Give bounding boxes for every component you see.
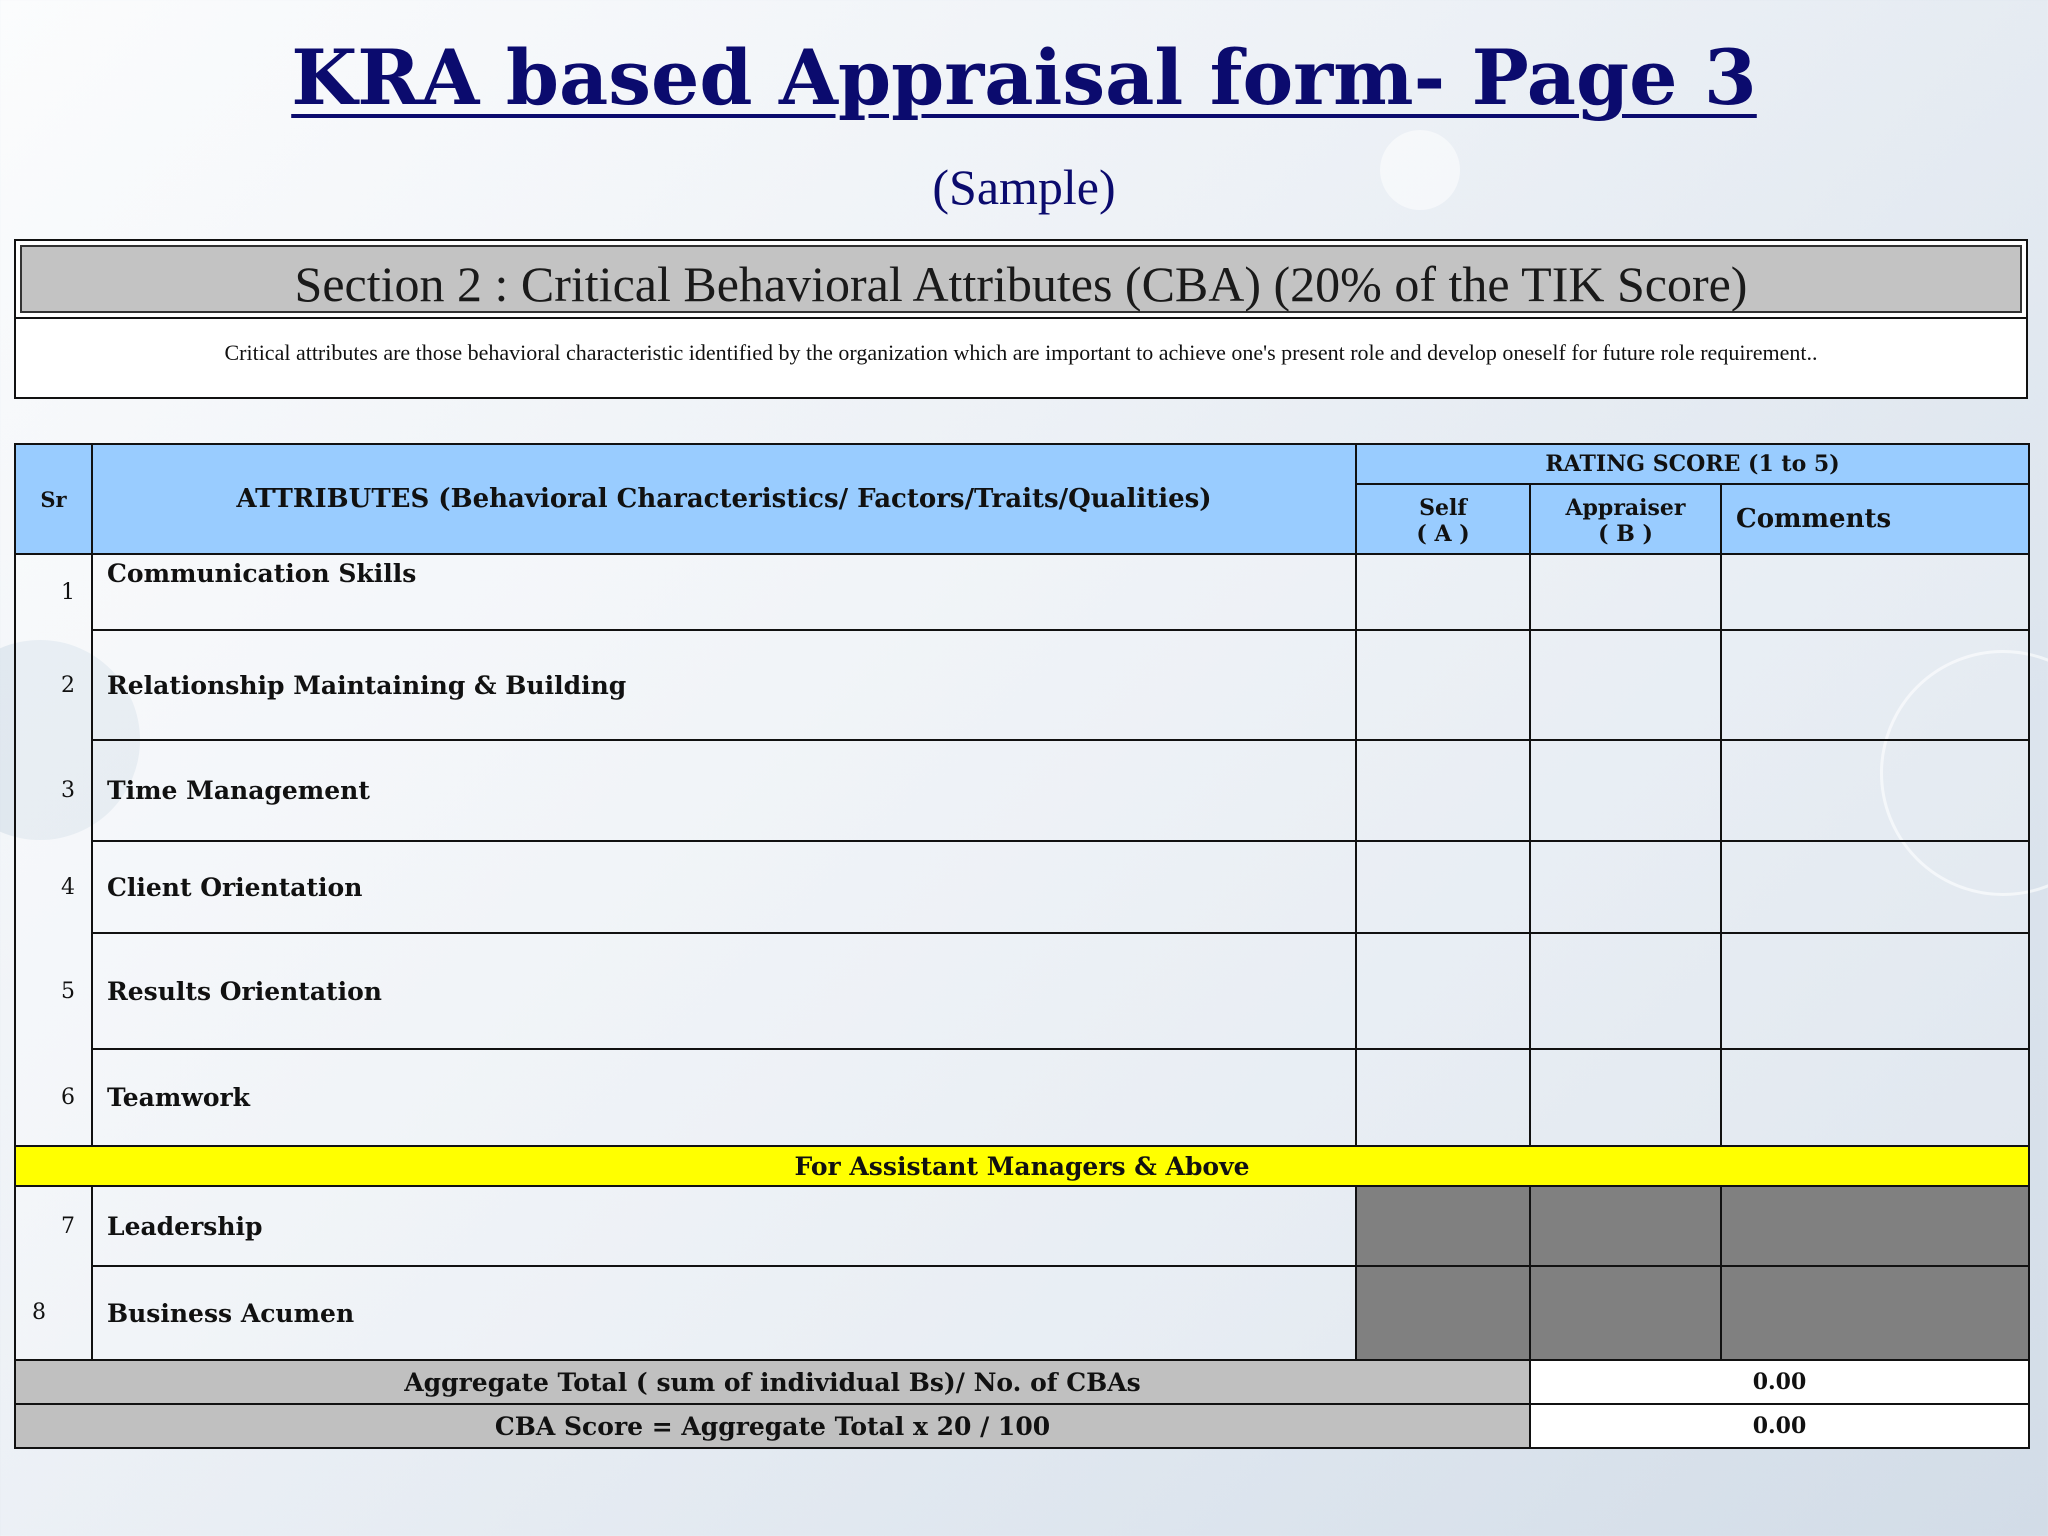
cba-score-value: 0.00 (1530, 1404, 2029, 1448)
row-sr: 6 (15, 1049, 92, 1146)
table-row (15, 933, 2029, 1049)
comments-cell[interactable] (1721, 630, 2029, 740)
appraiser-rating-cell[interactable] (1530, 933, 1721, 1049)
aggregate-total-label: Aggregate Total ( sum of individual Bs)/ No. of CBAs (15, 1360, 1530, 1404)
self-rating-cell[interactable] (1356, 933, 1530, 1049)
appraiser-rating-cell[interactable] (1530, 740, 1721, 841)
self-rating-cell[interactable] (1356, 554, 1530, 630)
row-sr: 7 (15, 1186, 92, 1266)
appraiser-rating-cell[interactable] (1530, 554, 1721, 630)
manager-section-banner: For Assistant Managers & Above (15, 1146, 2029, 1186)
self-label: Self (1419, 495, 1467, 521)
row-attribute: Relationship Maintaining & Building (92, 630, 1356, 740)
appraiser-rating-cell[interactable] (1530, 1049, 1721, 1146)
appraiser-sub-label: ( B ) (1598, 521, 1653, 547)
aggregate-row (15, 1360, 2029, 1404)
comments-cell[interactable] (1721, 841, 2029, 933)
cba-table (14, 443, 2030, 1449)
self-rating-cell[interactable] (1356, 841, 1530, 933)
row-sr: 4 (15, 841, 92, 933)
disabled-cell (1530, 1266, 1721, 1360)
cba-score-label: CBA Score = Aggregate Total x 20 / 100 (15, 1404, 1530, 1448)
table-row (15, 1266, 2029, 1360)
page-subtitle: (Sample) (932, 159, 1116, 215)
table-row (15, 1049, 2029, 1146)
cba-score-row (15, 1404, 2029, 1448)
comments-cell[interactable] (1721, 740, 2029, 841)
row-attribute: Client Orientation (92, 841, 1356, 933)
disabled-cell (1721, 1266, 2029, 1360)
row-attribute: Communication Skills (92, 554, 1356, 630)
table-row (15, 1186, 2029, 1266)
table-row (15, 630, 2029, 740)
self-rating-cell[interactable] (1356, 1049, 1530, 1146)
section-title: Section 2 : Critical Behavioral Attributes (CBA) (20% of the TIK Score) (20, 245, 2022, 313)
appraiser-rating-cell[interactable] (1530, 630, 1721, 740)
table-row (15, 554, 2029, 630)
row-attribute: Time Management (92, 740, 1356, 841)
disabled-cell (1356, 1186, 1530, 1266)
table-row (15, 1146, 2029, 1186)
column-header-rating-score: RATING SCORE (1 to 5) (1356, 444, 2029, 484)
disabled-cell (1721, 1186, 2029, 1266)
aggregate-total-value: 0.00 (1530, 1360, 2029, 1404)
table-row (15, 841, 2029, 933)
appraiser-rating-cell[interactable] (1530, 841, 1721, 933)
row-attribute: Teamwork (92, 1049, 1356, 1146)
column-header-self (1356, 484, 1530, 554)
appraiser-label: Appraiser (1565, 495, 1686, 521)
comments-cell[interactable] (1721, 1049, 2029, 1146)
row-sr: 2 (15, 630, 92, 740)
row-sr: 8 (15, 1266, 92, 1360)
table-row (15, 740, 2029, 841)
column-header-attributes: ATTRIBUTES (Behavioral Characteristics/ Factors/Traits/Qualities) (92, 444, 1356, 554)
row-sr: 1 (15, 554, 92, 630)
column-header-comments: Comments (1721, 484, 2029, 554)
page-title: KRA based Appraisal form- Page 3 (291, 33, 1757, 122)
self-sub-label: ( A ) (1416, 521, 1470, 547)
column-header-appraiser (1530, 484, 1721, 554)
row-attribute: Results Orientation (92, 933, 1356, 1049)
row-attribute: Business Acumen (92, 1266, 1356, 1360)
column-header-sr: Sr (15, 444, 92, 554)
comments-cell[interactable] (1721, 554, 2029, 630)
section-header (14, 239, 2028, 319)
comments-cell[interactable] (1721, 933, 2029, 1049)
row-sr: 5 (15, 933, 92, 1049)
self-rating-cell[interactable] (1356, 740, 1530, 841)
row-sr: 3 (15, 740, 92, 841)
self-rating-cell[interactable] (1356, 630, 1530, 740)
disabled-cell (1356, 1266, 1530, 1360)
disabled-cell (1530, 1186, 1721, 1266)
section-description: Critical attributes are those behavioral characteristic identified by the organization which are important to achieve one's present role and develop oneself for future role requirement.. (14, 319, 2028, 399)
row-attribute: Leadership (92, 1186, 1356, 1266)
